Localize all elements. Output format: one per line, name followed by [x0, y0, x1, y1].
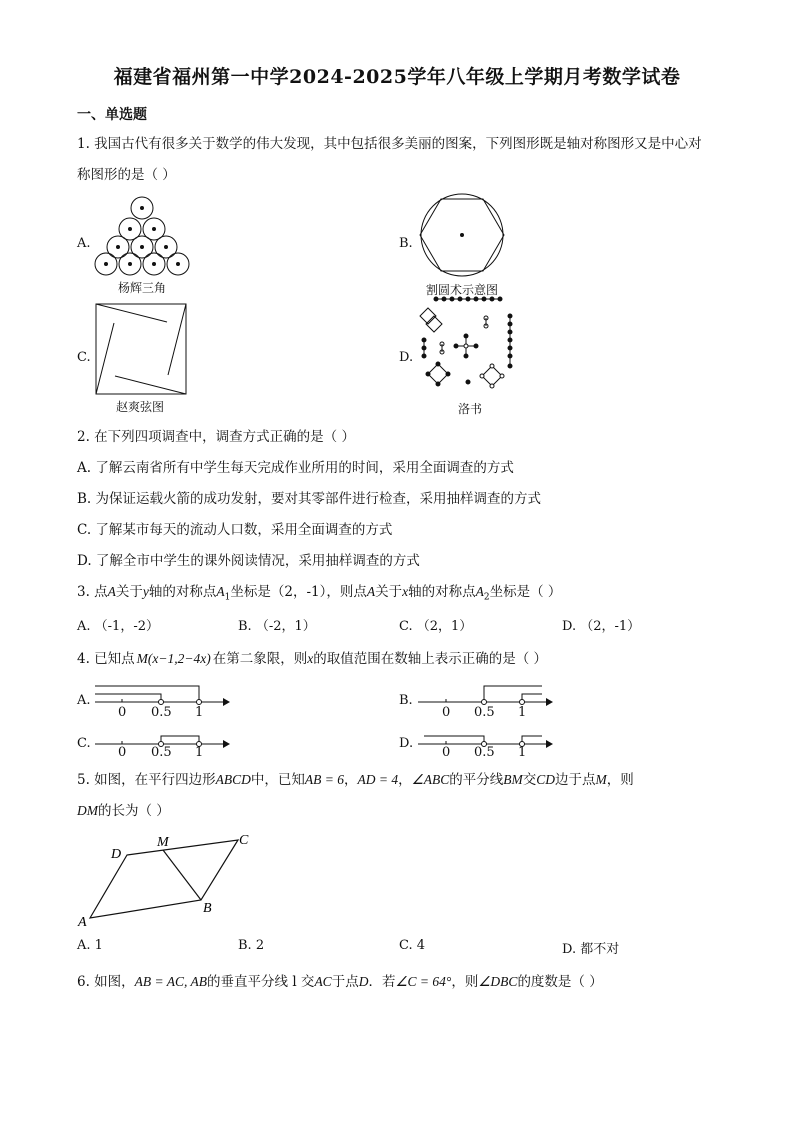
- q4-d-tick-1: 1: [518, 745, 527, 760]
- section-heading: 一、单选题: [77, 107, 147, 123]
- q1-option-a-label: A.: [77, 236, 91, 251]
- q4-b-tick-05: 0.5: [474, 705, 495, 720]
- circle-cutting-figure: [420, 193, 504, 277]
- q1-option-b-caption: 割圆术示意图: [425, 283, 498, 297]
- q5-option-a: A. 1: [77, 938, 103, 953]
- q4-d-tick-0: 0: [442, 745, 451, 760]
- q2-stem: 2. 在下列四项调查中，调查方式正确的是（ ）: [77, 429, 355, 445]
- zhaoshuang-string-figure: [95, 303, 187, 395]
- q1-stem-line2: 称图形的是（ ）: [77, 167, 176, 183]
- q4-option-a-label: A.: [77, 693, 91, 708]
- page-title: 福建省福州第一中学2024-2025学年八年级上学期月考数学试卷: [113, 66, 681, 88]
- q1-option-c-label: C.: [77, 350, 91, 365]
- q4-d-tick-05: 0.5: [474, 745, 495, 760]
- q1-option-b-label: B.: [399, 236, 413, 251]
- q5-parallelogram-figure: [75, 830, 265, 930]
- q4-option-c-label: C.: [77, 736, 91, 751]
- q5-stem-line2: DM的长为（ ）: [77, 803, 170, 819]
- q4-option-b-label: B.: [399, 693, 413, 708]
- q1-option-a-caption: 杨辉三角: [117, 281, 166, 295]
- q4-a-tick-05: 0.5: [151, 705, 172, 720]
- q5-option-c: C. 4: [399, 938, 426, 953]
- luoshu-figure: [418, 296, 518, 391]
- q3-stem: 3. 点A关于y轴的对称点$A_1$坐标是（2，-1），则点A关于x轴的对称点$A_2$坐标是（ ）: [77, 584, 562, 603]
- q5-label-a: A: [78, 915, 87, 930]
- q6-stem: 6. 如图，AB = AC, AB的垂直平分线 l 交AC于点D．若∠C = 64°，则∠DBC的度数是（ ）: [77, 974, 603, 990]
- q5-label-d: D: [111, 847, 122, 862]
- q1-stem-line1: 1. 我国古代有很多关于数学的伟大发现，其中包括很多美丽的图案，下列图形既是轴对称图形又是中心对: [77, 136, 702, 152]
- q5-label-c: C: [239, 833, 249, 848]
- q2-option-c: C. 了解某市每天的流动人口数，采用全面调查的方式: [77, 522, 393, 538]
- q1-option-c-caption: 赵爽弦图: [115, 400, 164, 414]
- q3-option-a: A. （-1，-2）: [77, 619, 159, 634]
- q4-c-tick-0: 0: [118, 745, 127, 760]
- q1-option-d-caption: 洛书: [457, 402, 482, 416]
- q5-stem-line1: 5. 如图，在平行四边形ABCD中，已知AB = 6，AD = 4，∠ABC的平分线BM交CD边于点M，则: [77, 772, 634, 788]
- q4-a-tick-1: 1: [195, 705, 204, 720]
- q3-option-b: B. （-2，1）: [238, 619, 316, 634]
- q2-option-a: A. 了解云南省所有中学生每天完成作业所用的时间，采用全面调查的方式: [77, 460, 514, 476]
- q4-a-tick-0: 0: [118, 705, 127, 720]
- q4-c-tick-05: 0.5: [151, 745, 172, 760]
- q4-b-tick-1: 1: [518, 705, 527, 720]
- q5-option-b: B. 2: [238, 938, 265, 953]
- q5-option-d: D. 都不对: [562, 942, 620, 957]
- q2-option-d: D. 了解全市中学生的课外阅读情况，采用抽样调查的方式: [77, 553, 420, 569]
- q4-stem: 4. 已知点 M(x−1,2−4x) 在第二象限，则x的取值范围在数轴上表示正确的是（ ）: [77, 651, 548, 667]
- q4-b-tick-0: 0: [442, 705, 451, 720]
- q1-option-d-label: D.: [399, 350, 414, 365]
- q5-label-m: M: [157, 835, 169, 850]
- q3-option-c: C. （2，1）: [399, 619, 473, 634]
- q4-option-d-label: D.: [399, 736, 414, 751]
- q4-c-tick-1: 1: [195, 745, 204, 760]
- q5-label-b: B: [203, 901, 212, 916]
- q3-option-d: D. （2，-1）: [562, 619, 641, 634]
- yanghui-triangle-figure: [92, 190, 192, 280]
- q2-option-b: B. 为保证运载火箭的成功发射，要对其零部件进行检查，采用抽样调查的方式: [77, 491, 542, 507]
